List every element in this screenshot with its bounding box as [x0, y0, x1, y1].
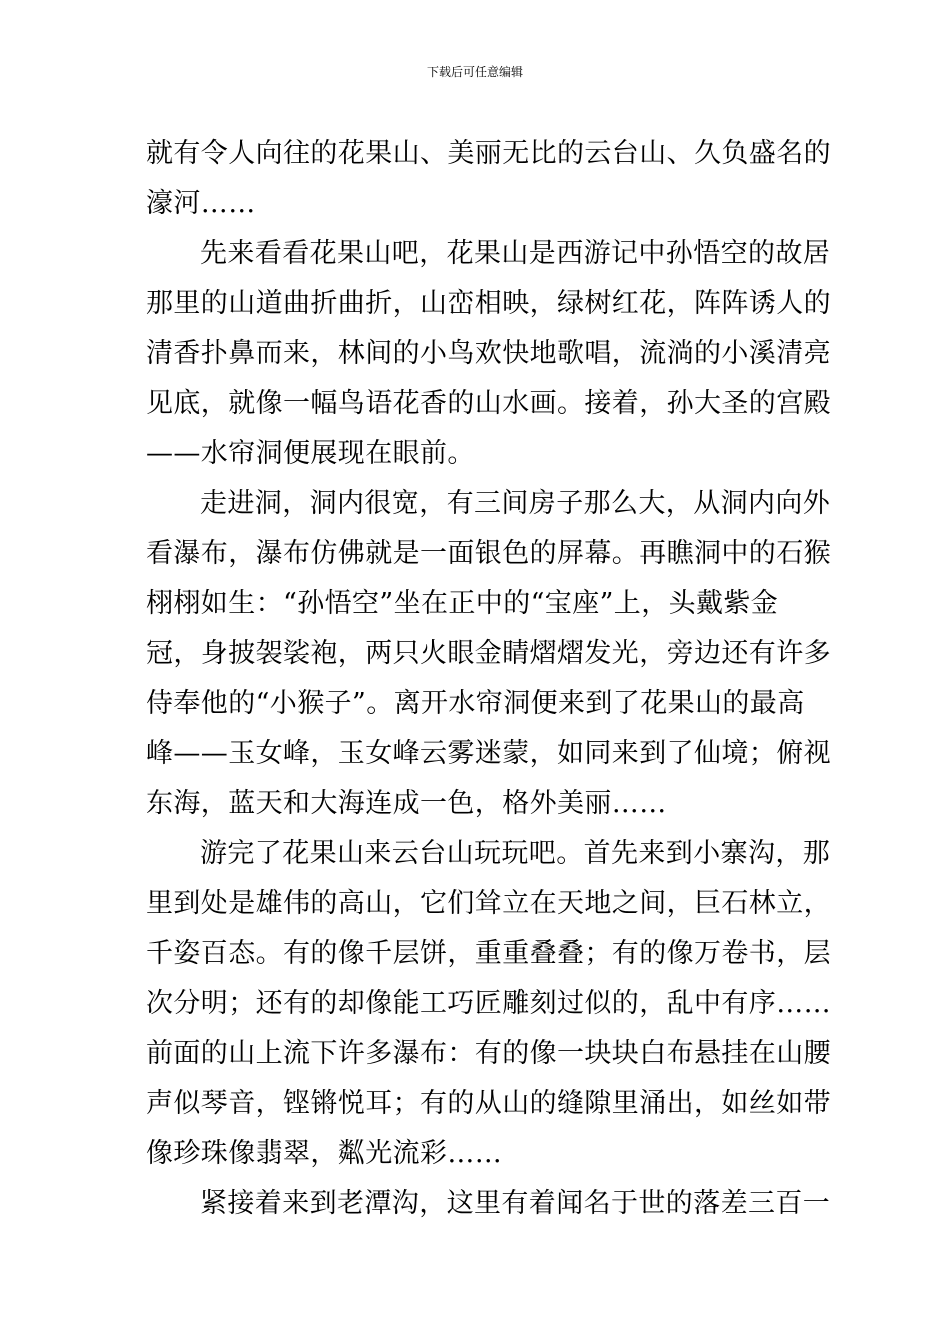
text-line: 像珍珠像翡翠，粼光流彩……	[146, 1138, 503, 1169]
text-line: 冠，身披袈裟袍，两只火眼金睛熠熠发光，旁边还有许多	[146, 638, 831, 669]
paragraph-first-line: 紧接着来到老潭沟，这里有着闻名于世的落差三百一	[200, 1188, 831, 1219]
text-line: 看瀑布，瀑布仿佛就是一面银色的屏幕。再瞧洞中的石猴	[146, 538, 831, 569]
text-line: 侍奉他的“小猴子”。离开水帘洞便来到了花果山的最高	[146, 688, 805, 719]
text-line: 栩栩如生：“孙悟空”坐在正中的“宝座”上，头戴紫金	[146, 588, 779, 619]
text-line: 东海，蓝天和大海连成一色，格外美丽……	[146, 788, 667, 819]
text-line: 清香扑鼻而来，林间的小鸟欢快地歌唱，流淌的小溪清亮	[146, 338, 831, 369]
text-line: 峰——玉女峰，玉女峰云雾迷蒙，如同来到了仙境；俯视	[146, 738, 831, 769]
text-line: 声似琴音，铿锵悦耳；有的从山的缝隙里涌出，如丝如带	[146, 1088, 831, 1119]
paragraph-first-line: 走进洞，洞内很宽，有三间房子那么大，从洞内向外	[200, 488, 831, 519]
text-line: 见底，就像一幅鸟语花香的山水画。接着，孙大圣的宫殿	[146, 388, 831, 419]
document-body	[146, 129, 831, 1229]
text-line: 次分明；还有的却像能工巧匠雕刻过似的，乱中有序……	[146, 988, 831, 1019]
text-line: 就有令人向往的花果山、美丽无比的云台山、久负盛名的	[146, 138, 831, 169]
paragraph-first-line: 先来看看花果山吧，花果山是西游记中孙悟空的故居	[200, 238, 831, 269]
text-line: 千姿百态。有的像千层饼，重重叠叠；有的像万卷书，层	[146, 938, 831, 969]
text-line: 那里的山道曲折曲折，山峦相映，绿树红花，阵阵诱人的	[146, 288, 831, 319]
text-line: ——水帘洞便展现在眼前。	[146, 438, 475, 469]
text-line: 濠河……	[146, 188, 256, 219]
text-line: 前面的山上流下许多瀑布：有的像一块块白布悬挂在山腰	[146, 1038, 831, 1069]
text-line: 里到处是雄伟的高山，它们耸立在天地之间，巨石林立，	[146, 888, 831, 919]
page-header: 下载后可任意编辑	[426, 65, 523, 79]
paragraph-first-line: 游完了花果山来云台山玩玩吧。首先来到小寨沟，那	[200, 838, 831, 869]
